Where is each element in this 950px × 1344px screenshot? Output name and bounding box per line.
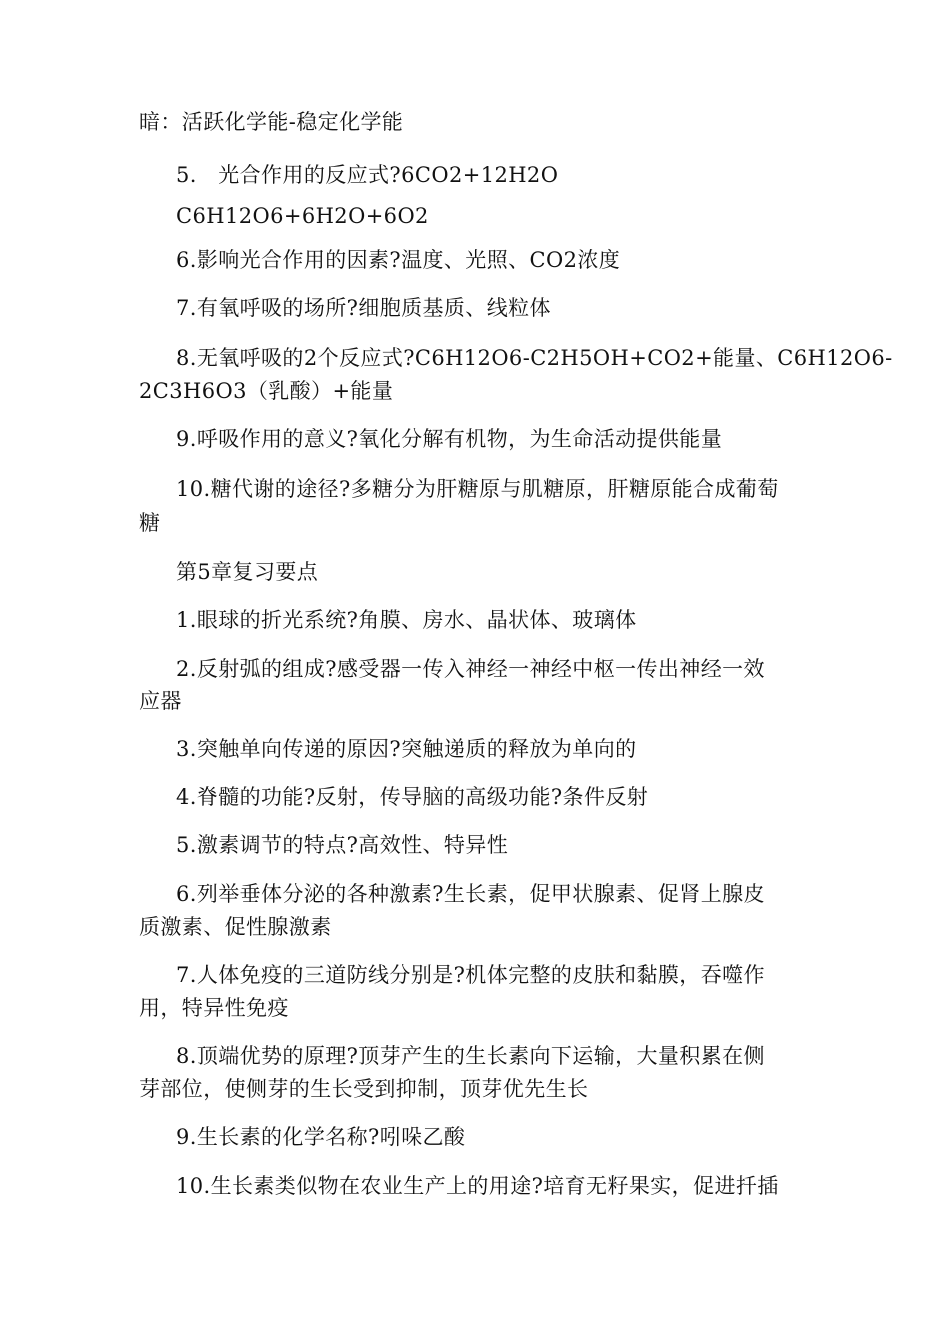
text-line: 10.生长素类似物在农业生产上的用途?培育无籽果实，促进扦插	[176, 1174, 779, 1198]
text-line: C6H12O6+6H2O+6O2	[176, 204, 429, 228]
text-line: 芽部位，使侧芽的生长受到抑制，顶芽优先生长	[139, 1077, 589, 1101]
text-line: 2.反射弧的组成?感受器一传入神经一神经中枢一传出神经一效	[176, 657, 765, 681]
text-line: 9.生长素的化学名称?吲哚乙酸	[176, 1125, 466, 1149]
text-line: 糖	[139, 511, 161, 535]
text-line: 7.有氧呼吸的场所?细胞质基质、线粒体	[176, 296, 551, 320]
text-line: 9.呼吸作用的意义?氧化分解有机物，为生命活动提供能量	[176, 427, 723, 451]
text-line: 4.脊髓的功能?反射，传导脑的高级功能?条件反射	[176, 785, 649, 809]
text-line: 2C3H6O3（乳酸）+能量	[139, 379, 394, 403]
section-heading: 第5章复习要点	[176, 560, 319, 584]
text-line: 6.列举垂体分泌的各种激素?生长素，促甲状腺素、促肾上腺皮	[176, 882, 765, 906]
text-line: 7.人体免疫的三道防线分别是?机体完整的皮肤和黏膜，吞噬作	[176, 963, 765, 987]
text-line: 应器	[139, 689, 182, 713]
text-line: 暗：活跃化学能-稳定化学能	[139, 110, 404, 134]
text-line: 1.眼球的折光系统?角膜、房水、晶状体、玻璃体	[176, 608, 637, 632]
text-line: 6.影响光合作用的因素?温度、光照、CO2浓度	[176, 248, 621, 272]
text-line: 5. 光合作用的反应式?6CO2+12H2O	[176, 163, 559, 187]
text-line: 3.突触单向传递的原因?突触递质的释放为单向的	[176, 737, 637, 761]
text-line: 质激素、促性腺激素	[139, 915, 332, 939]
text-line: 用，特异性免疫	[139, 996, 289, 1020]
text-line: 8.无氧呼吸的2个反应式?C6H12O6-C2H5OH+CO2+能量、C6H12O6-	[176, 346, 893, 370]
text-line: 10.糖代谢的途径?多糖分为肝糖原与肌糖原，肝糖原能合成葡萄	[176, 477, 779, 501]
text-line: 5.激素调节的特点?高效性、特异性	[176, 833, 509, 857]
text-line: 8.顶端优势的原理?顶芽产生的生长素向下运输，大量积累在侧	[176, 1044, 765, 1068]
